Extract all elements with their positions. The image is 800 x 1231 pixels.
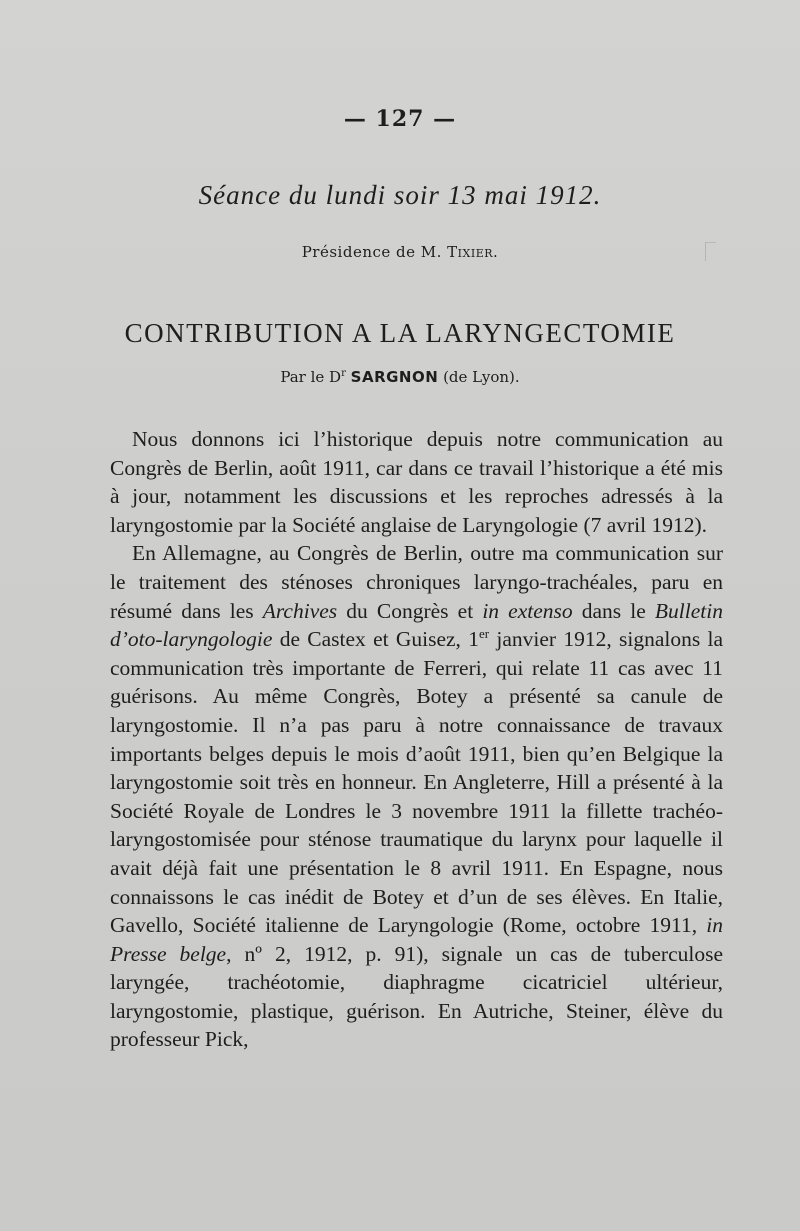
p2-archives: Archives [262,598,338,623]
byline-prefix: Par le D [280,368,342,386]
session-heading: Séance du lundi soir 13 mai 1912. [198,180,602,210]
byline-author: SARGNON [350,368,439,386]
presidency-suffix: . [493,243,499,261]
presidency-line [0,243,800,261]
p2-bulletin: Bulletin d’oto-laryngologie [110,598,723,652]
paragraph-2 [110,539,723,1054]
paragraph-1: Nous donnons ici l’historique depuis notre communication au Congrès de Berlin, août 1911, car dans ce travail l’historique a été mis à jour, notamment les discussions et les reproches adressés à la laryngostomie par la Société anglaise de Laryngologie (7 avril 1912). [110,427,723,537]
p2-text-4: de Castex et Guisez, 1 [272,627,479,652]
presidency-name: Tixier [447,243,494,261]
p2-text-2: du Congrès et [337,598,483,623]
article-body [110,425,723,1054]
paper-mark [705,242,716,261]
byline [0,368,800,386]
byline-sup: r [341,368,346,379]
p2-text-1: En Allemagne, au Congrès de Berlin, outre ma communication sur le traitement des sténoses chroniques laryngo-trachéales, paru en résumé dans les [110,541,723,623]
p2-in-extenso: in extenso [482,598,573,623]
p2-sup: er [478,626,490,641]
p2-text-3: dans le [572,598,655,623]
article-title: CONTRIBUTION A LA LARYNGECTOMIE [124,318,676,348]
p2-text-5: janvier 1912, signalons la communication très importante de Ferreri, qui relate 11 cas avec 11 guérisons. Au même Congrès, Botey a présenté sa canule de laryngostomie. Il n’a pas paru à notre connaissance de travaux importants belges depuis le mois d’août 1911, bien qu’en Belgique la laryngostomie soit très en honneur. En Angleterre, Hill a présenté à la Société Royale de Londres le 3 novembre 1911 la fillette trachéo-laryngostomisée pour sténose traumatique du larynx pour laquelle il avait déjà fait une présentation le 8 avril 1911. En Espagne, nous connaissons le cas inédit de Botey et d’un de ses élèves. En Italie, Gavello, Société italienne de Laryngologie (Rome, octobre 1911, [110,627,723,938]
p2-text-6: , nº 2, 1912, p. 91), signale un cas de tuberculose laryngée, trachéotomie, diaphragme cicatriciel ultérieur, laryngostomie, plastique, guérison. En Autriche, Steiner, élève du professeur Pick, [110,941,723,1052]
byline-suffix: (de Lyon). [443,368,520,386]
presidency-prefix: Présidence de M. [301,243,448,261]
p2-presse: in Presse belge [110,913,723,966]
page-number: — 127 — [343,106,457,132]
